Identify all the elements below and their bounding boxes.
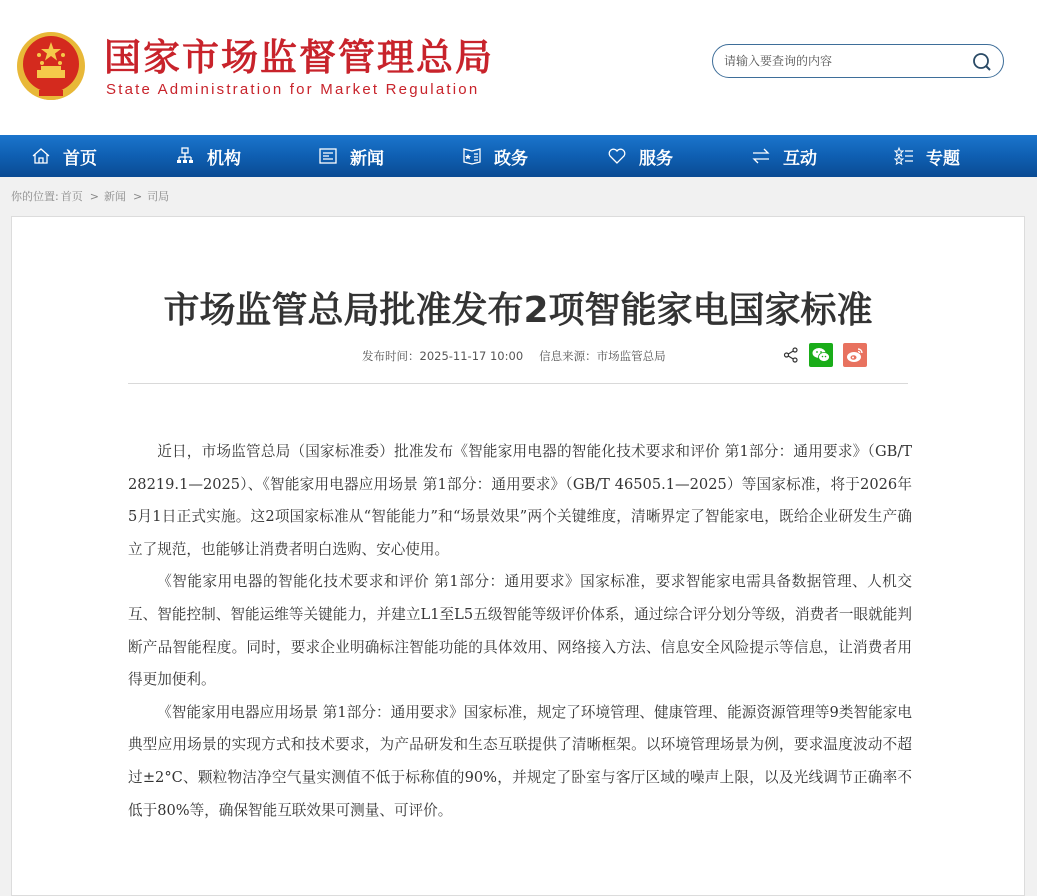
nav-item-home[interactable] xyxy=(31,135,97,177)
nav-item-service[interactable] xyxy=(607,135,673,177)
publish-label: 发布时间： xyxy=(362,349,420,363)
breadcrumb-separator: > xyxy=(132,189,143,203)
nav-item-government[interactable] xyxy=(462,135,528,177)
nav-label: 机构 xyxy=(207,148,241,169)
nav-label: 专题 xyxy=(926,148,960,169)
article-paragraph: 近日，市场监管总局（国家标准委）批准发布《智能家用电器的智能化技术要求和评价 第1部分：通用要求》（GB/T 28219.1—2025）、《智能家用电器应用场景 第1部分：通用要求》（GB/T 46505.1—2025）等国家标准，将于2026年5月1日正式实施。这2项国家标准从“智能能力”和“场景效果”两个关键维度，清晰界定了智能家电，既给企业研发生产确立了规范，也能够让消费者明白选购、安心使用。 xyxy=(128,443,912,558)
nav-item-interaction[interactable] xyxy=(751,135,817,177)
nav-label: 互动 xyxy=(783,148,817,169)
nav-label: 新闻 xyxy=(350,148,384,169)
site-header xyxy=(0,0,1037,135)
breadcrumb-home[interactable]: 首页 xyxy=(60,190,83,203)
nav-item-topics[interactable] xyxy=(894,135,960,177)
article-body xyxy=(128,436,912,827)
share-bar xyxy=(783,343,867,367)
breadcrumb-department[interactable]: 司局 xyxy=(147,190,170,203)
main-nav xyxy=(0,135,1037,177)
title-divider xyxy=(128,383,908,384)
breadcrumb-separator: > xyxy=(89,189,99,203)
breadcrumb-news[interactable]: 新闻 xyxy=(103,190,126,203)
source-value: 市场监管总局 xyxy=(596,349,666,363)
article-title: 市场监管总局批准发布2项智能家电国家标准 xyxy=(163,290,873,331)
wechat-icon xyxy=(812,347,830,363)
search-input[interactable] xyxy=(713,54,953,68)
nav-label: 政务 xyxy=(494,148,528,169)
national-emblem-icon[interactable] xyxy=(15,30,87,104)
site-logo-cn[interactable]: 国家市场监督管理总局 xyxy=(104,36,494,79)
article-card xyxy=(11,216,1025,896)
org-chart-icon xyxy=(175,146,195,166)
nav-label: 服务 xyxy=(639,148,673,169)
government-icon xyxy=(462,146,482,166)
search-icon[interactable] xyxy=(971,51,993,73)
star-list-icon xyxy=(894,146,914,166)
article-paragraph: 《智能家用电器应用场景 第1部分：通用要求》国家标准，规定了环境管理、健康管理、能源资源管理等9类智能家电典型应用场景的实现方式和技术要求，为产品研发和生态互联提供了清晰框架。以环境管理场景为例，要求温度波动不超过±2°C、颗粒物洁净空气量实测值不低于标称值的90%，并规定了卧室与客厅区域的噪声上限，以及光线调节正确率不低于80%等，确保智能互联效果可测量、可评价。 xyxy=(128,703,912,819)
exchange-icon xyxy=(751,146,771,166)
site-logo-en[interactable]: State Administration for Market Regulation xyxy=(106,81,480,98)
source-label: 信息来源： xyxy=(539,349,597,363)
share-icon[interactable] xyxy=(783,347,799,363)
heart-icon xyxy=(607,146,627,166)
nav-item-news[interactable] xyxy=(318,135,384,177)
article-paragraph: 《智能家用电器的智能化技术要求和评价 第1部分：通用要求》国家标准，要求智能家电需具备数据管理、人机交互、智能控制、智能运维等关键能力，并建立L1至L5五级智能等级评价体系，通过综合评分划分等级，消费者一眼就能判断产品智能程度。同时，要求企业明确标注智能功能的具体效用、网络接入方法、信息安全风险提示等信息，让消费者用得更加便利。 xyxy=(128,573,912,689)
nav-label: 首页 xyxy=(63,148,97,169)
wechat-share-button[interactable] xyxy=(809,343,833,367)
breadcrumb xyxy=(0,177,1037,215)
weibo-icon xyxy=(846,347,864,363)
nav-item-organization[interactable] xyxy=(175,135,241,177)
search-box xyxy=(712,44,1004,78)
home-icon xyxy=(31,146,51,166)
article-meta xyxy=(362,348,666,364)
weibo-share-button[interactable] xyxy=(843,343,867,367)
news-icon xyxy=(318,146,338,166)
publish-time: 2025-11-17 10:00 xyxy=(419,349,524,363)
breadcrumb-prefix: 你的位置: xyxy=(11,190,59,203)
